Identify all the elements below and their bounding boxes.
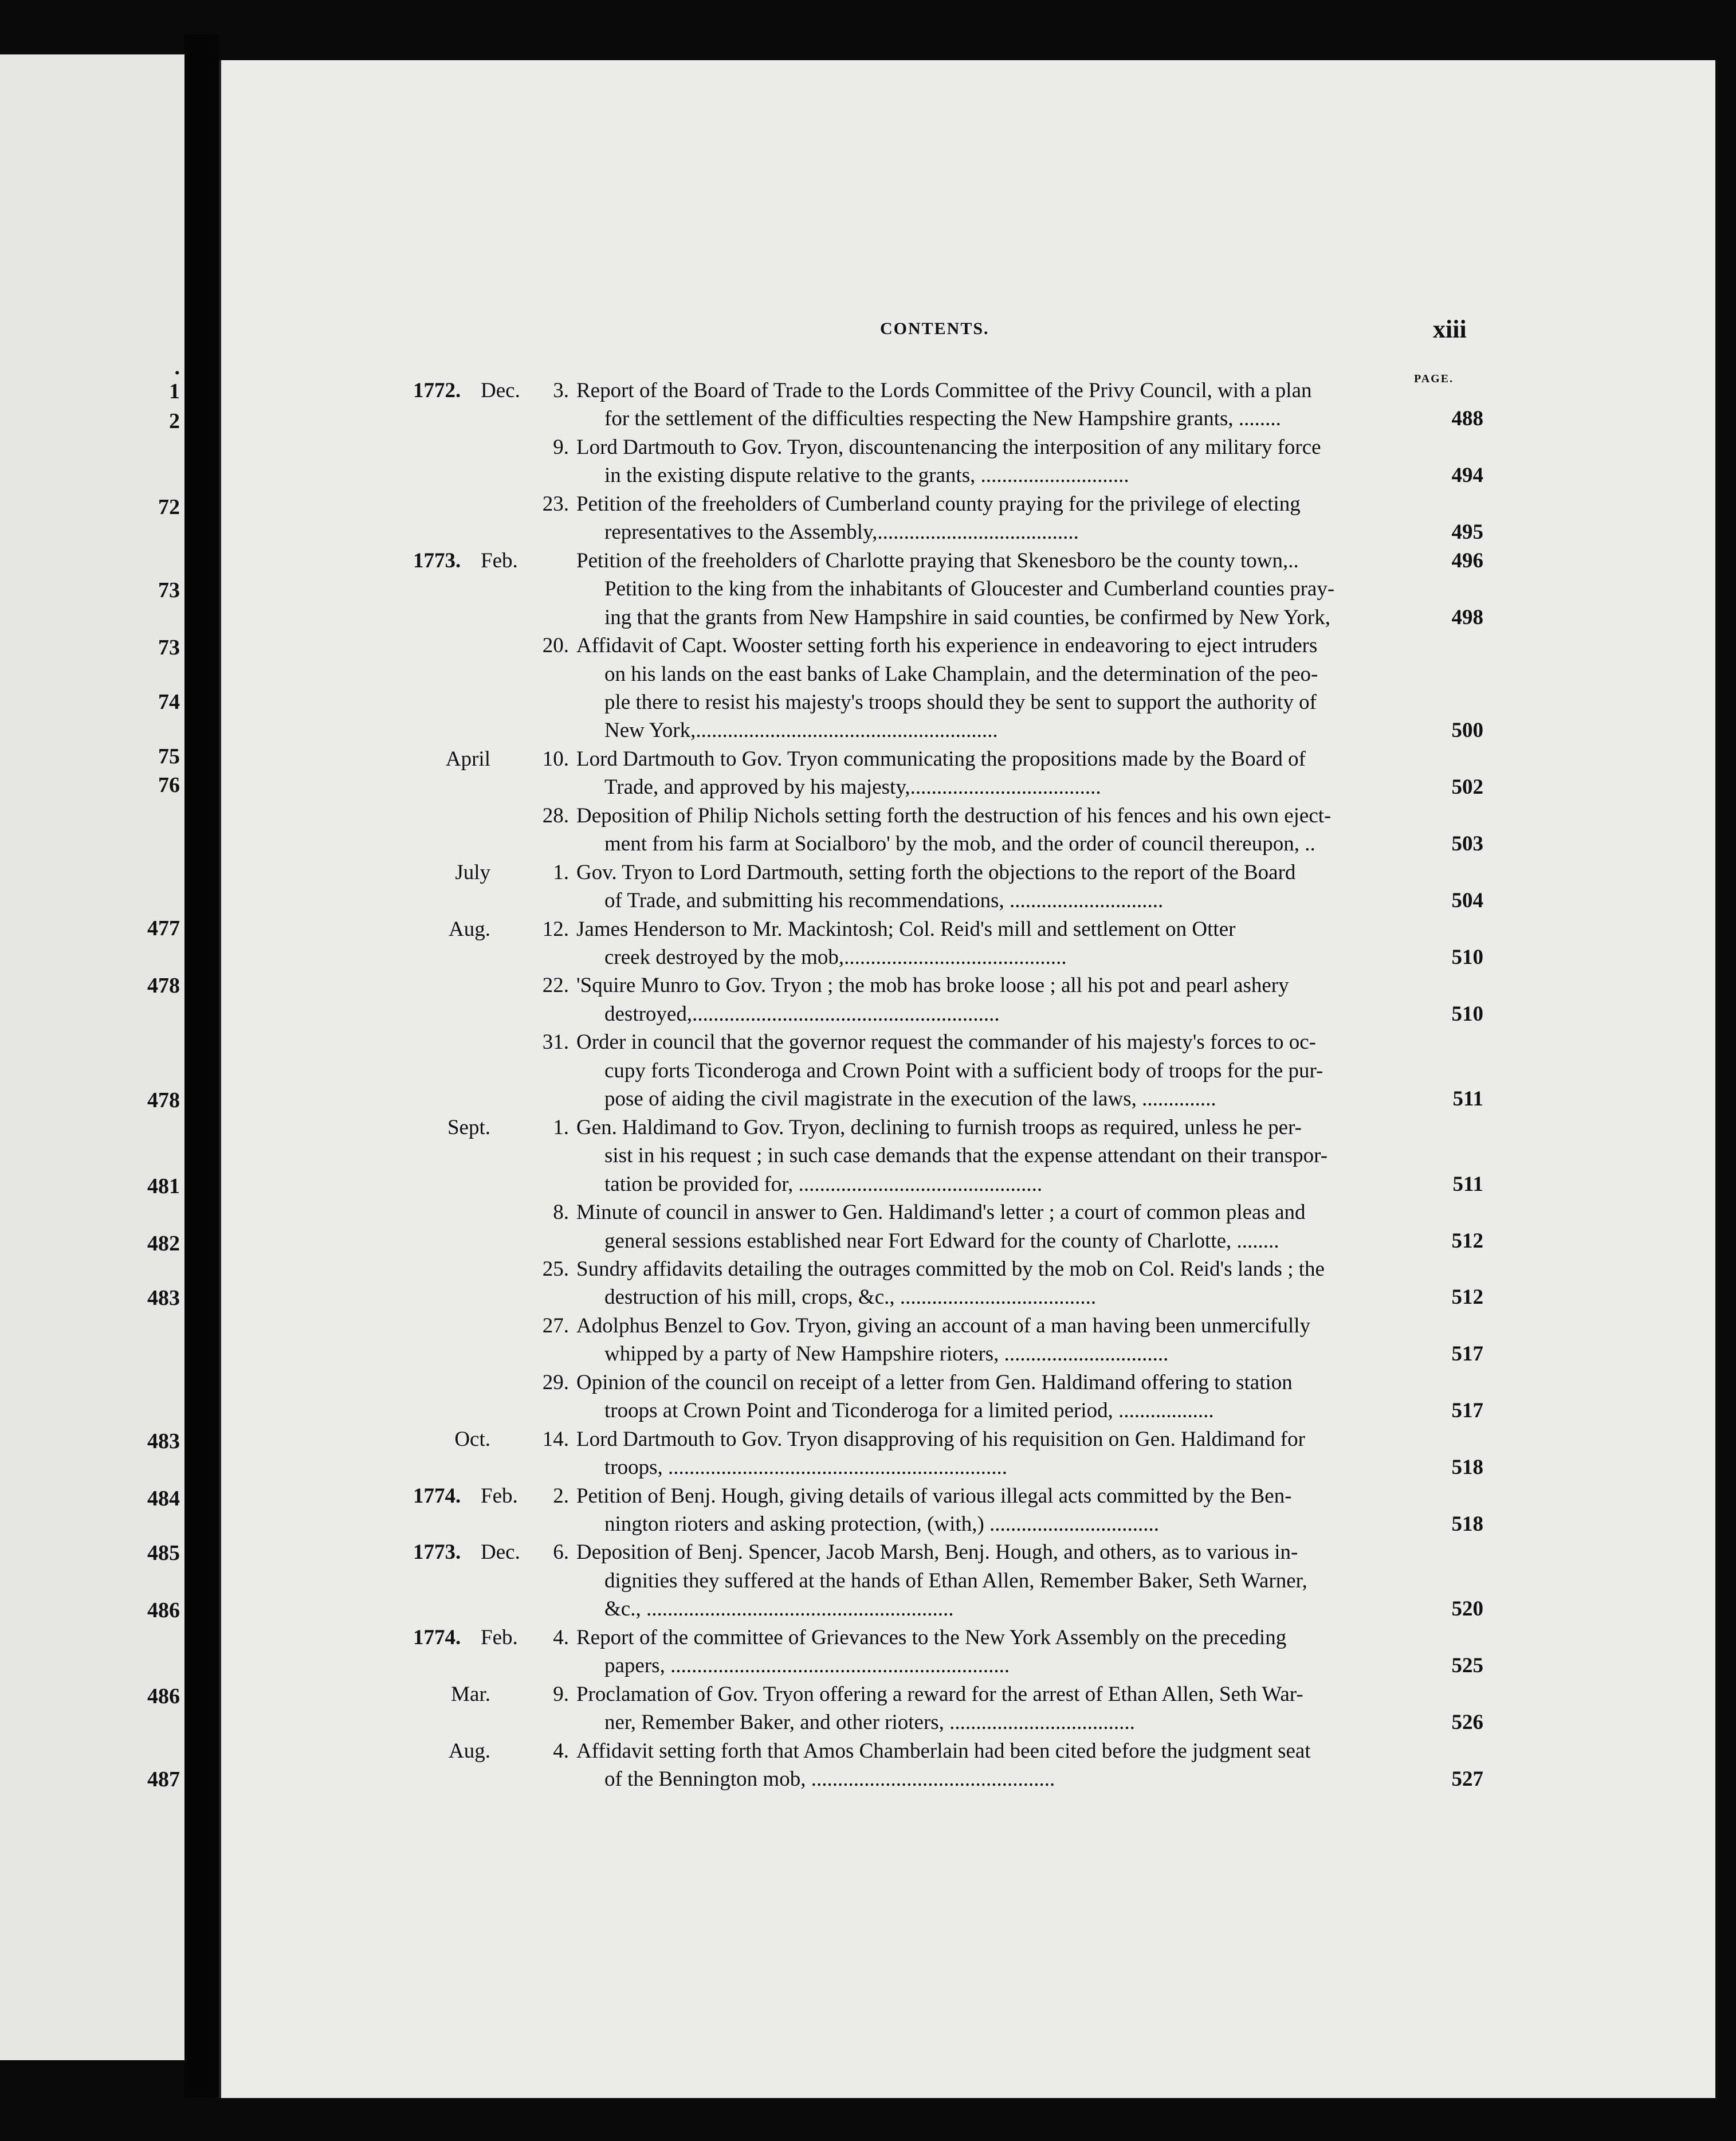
entry-page-number: 525 <box>1451 1654 1483 1677</box>
entry-page-number: 495 <box>1451 520 1483 544</box>
entry-text: Petition of the freeholders of Cumberland county praying for the privilege of electing <box>576 492 1301 516</box>
contents-line <box>221 1113 1711 1142</box>
facing-page-number: 485 <box>147 1541 180 1565</box>
entry-text: James Henderson to Mr. Mackintosh; Col. Reid's mill and settlement on Otter <box>576 917 1236 941</box>
contents-line <box>221 773 1711 802</box>
entry-day: 25. <box>542 1257 569 1281</box>
entry-text: Petition of the freeholders of Charlotte praying that Skenesboro be the county town,.. <box>576 549 1299 572</box>
entry-text: Report of the committee of Grievances to the New York Assembly on the preceding <box>576 1626 1287 1649</box>
facing-page-number: 75 <box>158 744 180 768</box>
entry-month: Dec. <box>481 1540 520 1564</box>
entry-text: in the existing dispute relative to the grants, ............................ <box>604 464 1129 487</box>
contents-line <box>221 1482 1711 1511</box>
contents-line <box>221 660 1711 689</box>
entry-page-number: 498 <box>1451 606 1483 629</box>
facing-page-number: 482 <box>147 1232 180 1256</box>
contents-line <box>221 1255 1711 1284</box>
entry-text: Sundry affidavits detailing the outrages committed by the mob on Col. Reid's lands ; the <box>576 1257 1325 1281</box>
entry-year: 1773. <box>413 549 461 572</box>
entry-day: 4. <box>553 1739 569 1763</box>
contents-line <box>221 405 1711 433</box>
entry-text: Deposition of Philip Nichols setting forth the destruction of his fences and his own eject- <box>576 804 1332 828</box>
contents-line <box>221 1680 1711 1709</box>
entry-page-number: 488 <box>1451 407 1483 430</box>
entry-page-number: 518 <box>1451 1456 1483 1479</box>
contents-line <box>221 745 1711 774</box>
entry-page-number: 511 <box>1452 1173 1483 1196</box>
contents-line <box>221 377 1711 405</box>
entry-text: dignities they suffered at the hands of Ethan Allen, Remember Baker, Seth Warner, <box>604 1569 1307 1593</box>
contents-line <box>221 1425 1711 1454</box>
entry-page-number: 520 <box>1451 1597 1483 1621</box>
entry-page-number: 512 <box>1451 1285 1483 1309</box>
entry-text: New York,......................................................... <box>604 719 998 742</box>
entry-day: 23. <box>542 492 569 516</box>
entry-text: Petition to the king from the inhabitants of Gloucester and Cumberland counties pray- <box>604 577 1335 601</box>
contents-line <box>221 858 1711 887</box>
entry-month: Feb. <box>481 1626 518 1649</box>
entry-text: representatives to the Assembly,...................................... <box>604 520 1079 544</box>
entry-page-number: 510 <box>1451 946 1483 969</box>
entry-text: Affidavit of Capt. Wooster setting forth his experience in endeavoring to eject intruders <box>576 634 1318 657</box>
entry-text: Affidavit setting forth that Amos Chamberlain had been cited before the judgment seat <box>576 1739 1311 1763</box>
entry-text: Proclamation of Gov. Tryon offering a reward for the arrest of Ethan Allen, Seth War- <box>576 1683 1303 1706</box>
contents-line <box>221 1340 1711 1368</box>
entry-text: Lord Dartmouth to Gov. Tryon communicating the propositions made by the Board of <box>576 747 1306 771</box>
entry-day: 29. <box>542 1371 569 1394</box>
contents-line <box>221 830 1711 858</box>
contents-line <box>221 915 1711 944</box>
entry-text: papers, ................................................................ <box>604 1654 1010 1677</box>
page-title: CONTENTS. <box>880 319 989 338</box>
entry-text: ner, Remember Baker, and other rioters, ................................... <box>604 1711 1135 1734</box>
entry-text: destroyed,.......................................................... <box>604 1002 1000 1026</box>
facing-page-number: 477 <box>147 916 180 940</box>
contents-line <box>221 1652 1711 1680</box>
contents-line <box>221 1765 1711 1794</box>
entry-text: Lord Dartmouth to Gov. Tryon, discountenancing the interposition of any military force <box>576 436 1321 459</box>
entry-year: 1774. <box>413 1626 461 1649</box>
folio-number: xiii <box>1433 315 1467 343</box>
entry-text: Order in council that the governor request the commander of his majesty's forces to oc- <box>576 1030 1316 1054</box>
contents-line <box>221 1737 1711 1766</box>
entry-year: 1772. <box>413 379 461 402</box>
entry-day: 27. <box>542 1314 569 1338</box>
entry-text: &c., .......................................................... <box>604 1597 954 1621</box>
contents-line <box>221 1028 1711 1057</box>
entry-text: Deposition of Benj. Spencer, Jacob Marsh, Benj. Hough, and others, as to various in- <box>576 1540 1298 1564</box>
entry-day: 9. <box>553 436 569 459</box>
entry-month: Mar. <box>451 1683 490 1706</box>
facing-page-number: 74 <box>158 690 180 714</box>
entry-day: 6. <box>553 1540 569 1564</box>
contents-line <box>221 1085 1711 1113</box>
entry-text: Petition of Benj. Hough, giving details of various illegal acts committed by the Ben- <box>576 1484 1292 1508</box>
facing-page-number: 484 <box>147 1487 180 1511</box>
entry-page-number: 511 <box>1452 1087 1483 1111</box>
contents-line <box>221 461 1711 490</box>
contents-line <box>221 1538 1711 1567</box>
facing-page-number: 486 <box>147 1684 180 1708</box>
contents-line <box>221 688 1711 717</box>
contents-line <box>221 575 1711 603</box>
entry-day: 10. <box>542 747 569 771</box>
contents-line <box>221 547 1711 575</box>
contents-line <box>221 632 1711 660</box>
contents-line <box>221 971 1711 1000</box>
entry-day: 1. <box>553 1116 569 1139</box>
entry-text: destruction of his mill, crops, &c., ..................................... <box>604 1285 1097 1309</box>
entry-page-number: 502 <box>1451 775 1483 799</box>
entry-text: of the Bennington mob, .............................................. <box>604 1767 1055 1791</box>
entry-text: Adolphus Benzel to Gov. Tryon, giving an account of a man having been unmercifully <box>576 1314 1311 1338</box>
facing-page-edge <box>0 54 186 2060</box>
facing-page-number: 478 <box>147 974 180 998</box>
entry-month: Sept. <box>447 1116 490 1139</box>
contents-line <box>221 1170 1711 1199</box>
facing-page-number: 483 <box>147 1286 180 1310</box>
contents-line <box>221 802 1711 830</box>
entry-page-number: 504 <box>1451 889 1483 912</box>
entry-page-number: 518 <box>1451 1512 1483 1536</box>
entry-day: 3. <box>553 379 569 402</box>
entry-month: Feb. <box>481 549 518 572</box>
contents-line <box>221 1708 1711 1737</box>
entry-text: cupy forts Ticonderoga and Crown Point with a sufficient body of troops for the pur- <box>604 1059 1323 1083</box>
entry-text: ment from his farm at Socialboro' by the mob, and the order of council thereupon, .. <box>604 832 1315 856</box>
entry-page-number: 503 <box>1451 832 1483 856</box>
entry-day: 22. <box>542 974 569 997</box>
contents-line <box>221 1142 1711 1170</box>
contents-line <box>221 1057 1711 1085</box>
entry-text: Report of the Board of Trade to the Lords Committee of the Privy Council, with a plan <box>576 379 1312 402</box>
entry-text: Opinion of the council on receipt of a letter from Gen. Haldimand offering to station <box>576 1371 1293 1394</box>
entry-day: 28. <box>542 804 569 828</box>
entry-text: whipped by a party of New Hampshire rioters, ............................... <box>604 1342 1169 1366</box>
contents-line <box>221 518 1711 547</box>
entry-page-number: 517 <box>1451 1342 1483 1366</box>
entry-day: 8. <box>553 1201 569 1224</box>
entry-text: nington rioters and asking protection, (with,) ................................ <box>604 1512 1160 1536</box>
facing-page-number: 76 <box>158 773 180 797</box>
facing-page-number: 487 <box>147 1767 180 1791</box>
book-gutter <box>184 34 219 2097</box>
contents-line <box>221 1595 1711 1624</box>
contents-line <box>221 433 1711 462</box>
contents-line <box>221 603 1711 632</box>
facing-page-number: 1 <box>169 379 180 403</box>
entry-day: 2. <box>553 1484 569 1508</box>
facing-page-number: . <box>174 355 180 379</box>
entry-text: Trade, and approved by his majesty,.................................... <box>604 775 1101 799</box>
entry-text: general sessions established near Fort Edward for the county of Charlotte, ........ <box>604 1229 1279 1253</box>
entry-page-number: 500 <box>1451 719 1483 742</box>
entry-page-number: 494 <box>1451 464 1483 487</box>
facing-page-number: 73 <box>158 636 180 660</box>
entry-text: 'Squire Munro to Gov. Tryon ; the mob has broke loose ; all his pot and pearl ashery <box>576 974 1289 997</box>
entry-month: Aug. <box>449 917 490 941</box>
facing-page-number: 478 <box>147 1088 180 1112</box>
entry-text: tation be provided for, .............................................. <box>604 1173 1043 1196</box>
entry-text: Gov. Tryon to Lord Dartmouth, setting forth the objections to the report of the Board <box>576 861 1296 884</box>
entry-year: 1774. <box>413 1484 461 1508</box>
entry-text: Minute of council in answer to Gen. Haldimand's letter ; a court of common pleas and <box>576 1201 1306 1224</box>
facing-page-number: 72 <box>158 495 180 519</box>
entry-day: 9. <box>553 1683 569 1706</box>
contents-line <box>221 490 1711 519</box>
contents-line <box>221 887 1711 915</box>
entry-text: ple there to resist his majesty's troops should they be sent to support the authority of <box>604 691 1317 714</box>
facing-page-number: 481 <box>147 1174 180 1198</box>
entry-month: Oct. <box>454 1428 490 1451</box>
contents-line <box>221 1397 1711 1425</box>
entry-text: troops, ................................................................ <box>604 1456 1007 1479</box>
entry-day: 31. <box>542 1030 569 1054</box>
contents-line <box>221 1000 1711 1029</box>
entry-year: 1773. <box>413 1540 461 1564</box>
facing-page-number: 73 <box>158 578 180 602</box>
contents-line <box>221 1453 1711 1482</box>
contents-line <box>221 716 1711 745</box>
entry-text: ing that the grants from New Hampshire in said counties, be confirmed by New York, <box>604 606 1330 629</box>
entry-text: troops at Crown Point and Ticonderoga for a limited period, .................. <box>604 1399 1214 1422</box>
entry-month: July <box>455 861 490 884</box>
facing-page-number: 483 <box>147 1429 180 1453</box>
entry-month: Aug. <box>449 1739 490 1763</box>
contents-page <box>219 60 1715 2098</box>
contents-line <box>221 943 1711 972</box>
entry-day: 4. <box>553 1626 569 1649</box>
contents-line <box>221 1368 1711 1397</box>
entry-month: Dec. <box>481 379 520 402</box>
contents-line <box>221 1198 1711 1227</box>
entry-day: 20. <box>542 634 569 657</box>
entry-text: sist in his request ; in such case demands that the expense attendant on their transpor- <box>604 1144 1328 1167</box>
entry-page-number: 527 <box>1451 1767 1483 1791</box>
facing-page-number: 2 <box>169 409 180 433</box>
entry-page-number: 496 <box>1451 549 1483 572</box>
entry-text: Gen. Haldimand to Gov. Tryon, declining to furnish troops as required, unless he per- <box>576 1116 1302 1139</box>
entry-text: for the settlement of the difficulties respecting the New Hampshire grants, ........ <box>604 407 1281 430</box>
entry-day: 1. <box>553 861 569 884</box>
contents-line <box>221 1567 1711 1595</box>
entry-page-number: 517 <box>1451 1399 1483 1422</box>
entry-day: 12. <box>542 917 569 941</box>
contents-line <box>221 1312 1711 1340</box>
entry-text: Lord Dartmouth to Gov. Tryon disapproving of his requisition on Gen. Haldimand for <box>576 1428 1305 1451</box>
entry-text: pose of aiding the civil magistrate in the execution of the laws, .............. <box>604 1087 1216 1111</box>
entry-day: 14. <box>542 1428 569 1451</box>
running-header <box>221 315 1715 354</box>
entry-text: on his lands on the east banks of Lake Champlain, and the determination of the peo- <box>604 662 1318 686</box>
entry-page-number: 510 <box>1451 1002 1483 1026</box>
entry-month: Feb. <box>481 1484 518 1508</box>
entry-page-number: 512 <box>1451 1229 1483 1253</box>
contents-line <box>221 1510 1711 1539</box>
page-column-heading: PAGE. <box>1414 372 1454 385</box>
facing-page-number: 486 <box>147 1598 180 1622</box>
contents-line <box>221 1624 1711 1652</box>
entry-page-number: 526 <box>1451 1711 1483 1734</box>
entry-text: creek destroyed by the mob,.......................................... <box>604 946 1067 969</box>
entry-text: of Trade, and submitting his recommendations, ............................. <box>604 889 1164 912</box>
entry-month: April <box>445 747 490 771</box>
contents-line <box>221 1227 1711 1256</box>
contents-line <box>221 1283 1711 1312</box>
